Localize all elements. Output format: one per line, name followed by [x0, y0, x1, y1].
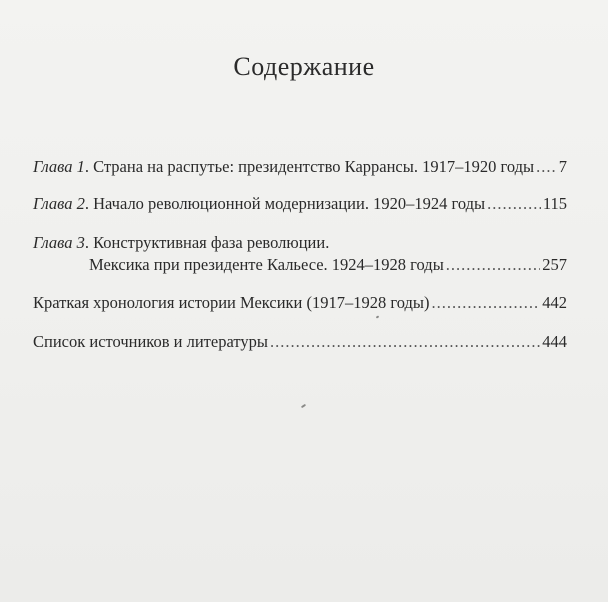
page-number: 115: [542, 194, 567, 213]
chapter-label: Глава 1: [33, 157, 85, 176]
entry-title: Страна на распутье: президентство Каррансы. 1917–1920 годы: [93, 157, 535, 176]
entry-title: Список источников и литературы: [33, 332, 268, 351]
page-number: 7: [558, 157, 567, 176]
dot-leader: [536, 156, 557, 178]
entry-title: Начало революционной модернизации. 1920–1924 годы: [93, 194, 486, 213]
page-number: 257: [542, 255, 567, 274]
dot-leader: [432, 292, 541, 314]
chapter-label: Глава 2: [33, 194, 85, 213]
toc-entry-chronology: [33, 292, 567, 314]
entry-title: Краткая хронология истории Мексики (1917–1928 годы): [33, 293, 430, 312]
toc-entry-sources: [33, 331, 567, 353]
toc-entry-chapter-3: Глава 3. Конструктивная фаза революции. Мексика при президенте Кальесе. 1924–1928 годы ..... 257: [33, 232, 567, 276]
dot-leader: [270, 331, 540, 353]
entry-subtitle: Мексика при президенте Кальесе. 1924–1928 годы: [89, 255, 444, 274]
page-number: 444: [542, 332, 567, 351]
paper-speck: [301, 404, 306, 409]
page-title: Содержание: [233, 52, 375, 81]
toc-entry-chapter-2: Глава 2. Начало революционной модернизации. 1920–1924 годы ..... 115: [33, 193, 567, 215]
chapter-label: Глава 3: [33, 233, 85, 252]
toc-entry-chapter-1: Глава 1. Страна на распутье: президентство Каррансы. 1917–1920 годы ..... 7: [33, 156, 567, 178]
dot-leader: [446, 254, 540, 276]
table-of-contents: [33, 156, 567, 353]
page-number: 442: [542, 293, 567, 312]
entry-title: Конструктивная фаза революции.: [93, 233, 330, 252]
dot-leader: [487, 193, 541, 215]
